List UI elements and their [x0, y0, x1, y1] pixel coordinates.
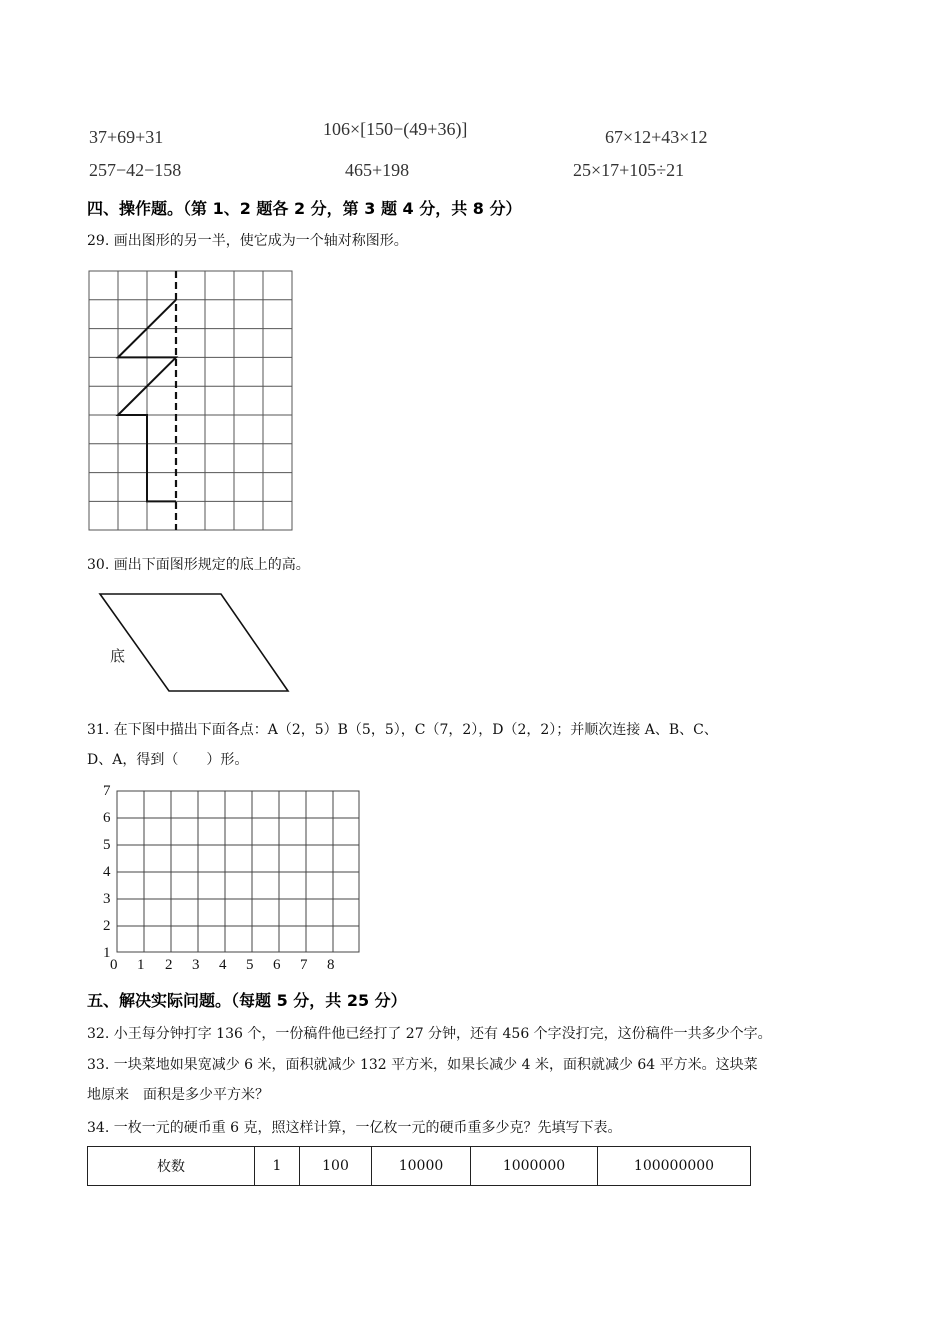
x-label-5: 5 [246, 957, 254, 973]
x-label-2: 2 [165, 957, 173, 973]
table-cell: 100000000 [598, 1147, 751, 1186]
parallelogram [100, 594, 288, 691]
y-label-7: 7 [103, 783, 111, 799]
expression-3: 67×12+43×12 [605, 127, 708, 147]
x-label-8: 8 [327, 957, 335, 973]
question-34: 34. 一枚一元的硬币重 6 克，照这样计算，一亿枚一元的硬币重多少克？先填写下表。 [87, 1120, 622, 1136]
question-33-line2: 地原来 面积是多少平方米？ [87, 1087, 269, 1103]
table-cell: 1000000 [471, 1147, 598, 1186]
question-30: 30. 画出下面图形规定的底上的高。 [87, 557, 310, 573]
expression-2: 106×[150−(49+36)] [323, 119, 468, 139]
x-label-0: 0 [110, 957, 118, 973]
question-31-line1: 31. 在下图中描出下面各点：A（2，5）B（5，5），C（7，2），D（2，2）；并顺次连接 A、B、C、 [87, 722, 718, 738]
expression-1: 37+69+31 [89, 127, 164, 147]
section-heading-operations: 四、操作题。（第 1、2 题各 2 分，第 3 题 4 分，共 8 分） [87, 199, 522, 218]
x-label-3: 3 [192, 957, 200, 973]
table-cell-header: 枚数 [88, 1147, 255, 1186]
x-label-1: 1 [137, 957, 145, 973]
y-label-3: 3 [103, 891, 111, 907]
table-row [88, 1147, 751, 1186]
y-label-2: 2 [103, 918, 111, 934]
table-cell: 10000 [372, 1147, 471, 1186]
coin-table [87, 1146, 751, 1186]
question-31-line2: D、A，得到（ ）形。 [87, 752, 249, 768]
x-label-7: 7 [300, 957, 308, 973]
expression-6: 25×17+105÷21 [573, 160, 685, 180]
x-label-4: 4 [219, 957, 227, 973]
parallelogram-figure [95, 590, 295, 695]
base-label: 底 [110, 647, 126, 665]
table-cell: 1 [255, 1147, 300, 1186]
y-label-6: 6 [103, 810, 111, 826]
section-heading-word-problems: 五、解决实际问题。（每题 5 分，共 25 分） [87, 991, 407, 1010]
x-label-6: 6 [273, 957, 281, 973]
question-29: 29. 画出图形的另一半，使它成为一个轴对称图形。 [87, 233, 408, 249]
expression-4: 257−42−158 [89, 160, 182, 180]
y-label-4: 4 [103, 864, 111, 880]
table-cell: 100 [300, 1147, 372, 1186]
coordinate-grid [95, 776, 370, 974]
question-32: 32. 小王每分钟打字 136 个，一份稿件他已经打了 27 分钟，还有 456 个字没打完，这份稿件一共多少个字。 [87, 1026, 772, 1042]
expression-5: 465+198 [345, 160, 410, 180]
y-label-1: 1 [103, 945, 111, 961]
y-label-5: 5 [103, 837, 111, 853]
symmetry-grid [88, 270, 294, 532]
question-33-line1: 33. 一块菜地如果宽减少 6 米，面积就减少 132 平方米，如果长减少 4 米，面积就减少 64 平方米。这块菜 [87, 1057, 758, 1073]
